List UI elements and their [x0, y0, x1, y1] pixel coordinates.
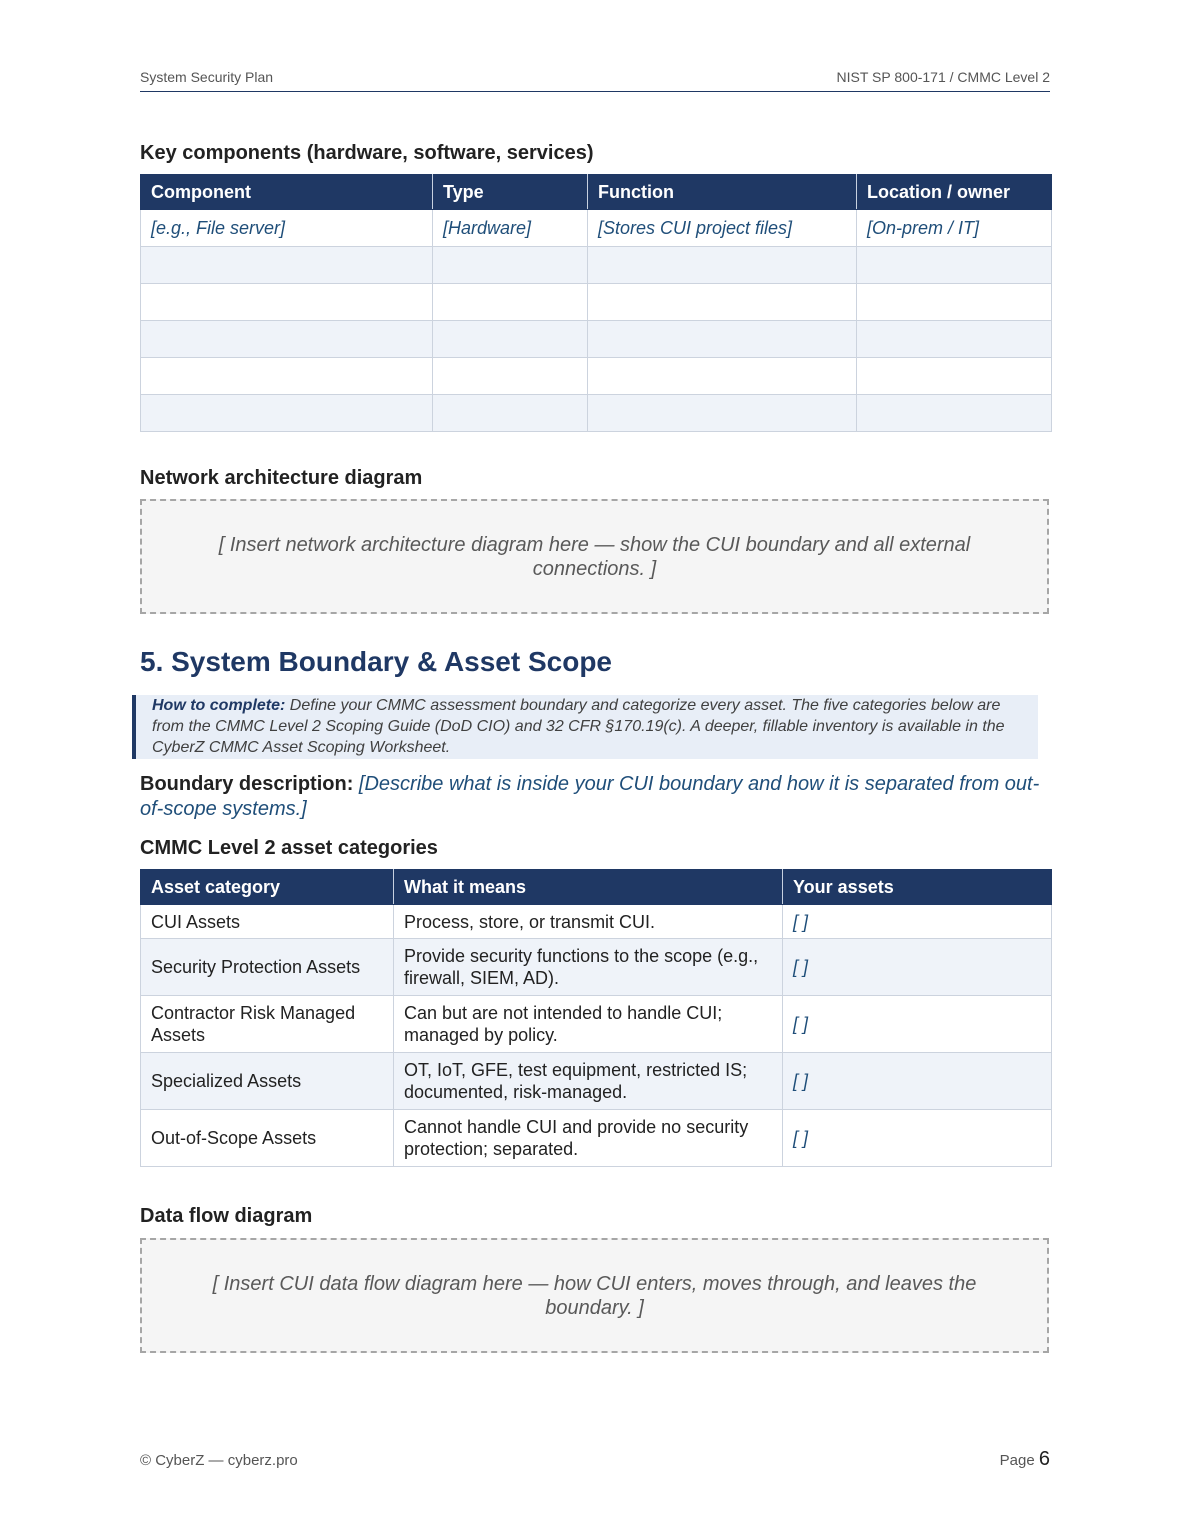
- table-row: [141, 939, 1052, 996]
- empty-cell[interactable]: [433, 321, 588, 358]
- your-assets-cell[interactable]: [ ]: [783, 996, 1052, 1053]
- components-heading: Key components (hardware, software, services): [140, 142, 594, 164]
- empty-cell[interactable]: [141, 321, 433, 358]
- empty-cell[interactable]: [433, 247, 588, 284]
- example-function-cell[interactable]: [Stores CUI project files]: [588, 210, 857, 247]
- example-type-cell[interactable]: [Hardware]: [433, 210, 588, 247]
- asset-meaning-cell: Provide security functions to the scope (e.g., firewall, SIEM, AD).: [394, 939, 783, 996]
- table-row: [141, 1110, 1052, 1167]
- boundary-label: Boundary description:: [140, 773, 354, 795]
- page-header: [140, 68, 1050, 92]
- asset-meaning-cell: Process, store, or transmit CUI.: [394, 905, 783, 939]
- footer-copyright: © CyberZ — cyberz.pro: [140, 1452, 298, 1469]
- table-row: [141, 1053, 1052, 1110]
- table-row: [141, 284, 1052, 321]
- network-placeholder-text: [ Insert network architecture diagram here — show the CUI boundary and all external connections. ]: [218, 533, 971, 580]
- empty-cell[interactable]: [857, 247, 1052, 284]
- page-number: 6: [1038, 1448, 1050, 1470]
- your-assets-cell[interactable]: [ ]: [783, 1053, 1052, 1110]
- network-heading: Network architecture diagram: [140, 467, 423, 489]
- column-header-function: Function: [588, 175, 857, 210]
- asset-meaning-cell: OT, IoT, GFE, test equipment, restricted IS; documented, risk-managed.: [394, 1053, 783, 1110]
- your-assets-cell[interactable]: [ ]: [783, 1110, 1052, 1167]
- asset-categories-table: [140, 869, 1052, 1167]
- column-header-asset-category: Asset category: [141, 870, 394, 905]
- table-row: [141, 395, 1052, 432]
- your-assets-cell[interactable]: [ ]: [783, 905, 1052, 939]
- components-header-row: [141, 175, 1052, 210]
- asset-category-cell: CUI Assets: [141, 905, 394, 939]
- network-diagram-placeholder[interactable]: [140, 499, 1049, 614]
- empty-cell[interactable]: [857, 321, 1052, 358]
- empty-cell[interactable]: [588, 321, 857, 358]
- empty-cell[interactable]: [141, 395, 433, 432]
- asset-categories-heading: CMMC Level 2 asset categories: [140, 837, 438, 859]
- howto-text: Define your CMMC assessment boundary and categorize every asset. The five categories below are from the CMMC Level 2 Scoping Guide (DoD CIO) and 32 CFR §170.19(c). A deeper, fillable inventory is available in the CyberZ CMMC Asset Scoping Worksheet.: [152, 697, 1005, 756]
- header-standard: NIST SP 800-171 / CMMC Level 2: [836, 69, 1050, 85]
- dataflow-heading: Data flow diagram: [140, 1205, 313, 1227]
- table-row: [141, 996, 1052, 1053]
- empty-cell[interactable]: [433, 358, 588, 395]
- your-assets-cell[interactable]: [ ]: [783, 939, 1052, 996]
- column-header-type: Type: [433, 175, 588, 210]
- dataflow-placeholder-text: [ Insert CUI data flow diagram here — how CUI enters, moves through, and leaves the boundary. ]: [212, 1272, 977, 1319]
- column-header-meaning: What it means: [394, 870, 783, 905]
- header-doc-title: System Security Plan: [140, 69, 274, 85]
- assets-header-row: [141, 870, 1052, 905]
- column-header-location: Location / owner: [857, 175, 1052, 210]
- column-header-your-assets: Your assets: [783, 870, 1052, 905]
- table-row: [141, 358, 1052, 395]
- empty-cell[interactable]: [857, 284, 1052, 321]
- section-title: 5. System Boundary & Asset Scope: [140, 646, 613, 677]
- table-row: [141, 210, 1052, 247]
- example-location-cell[interactable]: [On-prem / IT]: [857, 210, 1052, 247]
- asset-category-cell: Specialized Assets: [141, 1053, 394, 1110]
- empty-cell[interactable]: [588, 358, 857, 395]
- table-row: [141, 247, 1052, 284]
- empty-cell[interactable]: [141, 358, 433, 395]
- components-table: [140, 174, 1052, 432]
- empty-cell[interactable]: [588, 284, 857, 321]
- empty-cell[interactable]: [141, 247, 433, 284]
- page-label: Page: [999, 1452, 1035, 1469]
- asset-category-cell: Security Protection Assets: [141, 939, 394, 996]
- empty-cell[interactable]: [141, 284, 433, 321]
- table-row: [141, 321, 1052, 358]
- footer-page-number: [1000, 1448, 1050, 1471]
- empty-cell[interactable]: [588, 395, 857, 432]
- empty-cell[interactable]: [588, 247, 857, 284]
- asset-meaning-cell: Can but are not intended to handle CUI; managed by policy.: [394, 996, 783, 1053]
- column-header-component: Component: [141, 175, 433, 210]
- boundary-description: [140, 772, 1040, 822]
- empty-cell[interactable]: [433, 395, 588, 432]
- dataflow-diagram-placeholder[interactable]: [140, 1238, 1049, 1353]
- how-to-complete-callout: [132, 695, 1038, 759]
- boundary-placeholder[interactable]: [Describe what is inside your CUI boundary and how it is separated from out-of-scope systems.]: [140, 773, 1040, 820]
- table-row: [141, 905, 1052, 939]
- example-component-cell[interactable]: [e.g., File server]: [141, 210, 433, 247]
- empty-cell[interactable]: [857, 358, 1052, 395]
- asset-category-cell: Contractor Risk Managed Assets: [141, 996, 394, 1053]
- empty-cell[interactable]: [433, 284, 588, 321]
- asset-category-cell: Out-of-Scope Assets: [141, 1110, 394, 1167]
- asset-meaning-cell: Cannot handle CUI and provide no security protection; separated.: [394, 1110, 783, 1167]
- empty-cell[interactable]: [857, 395, 1052, 432]
- howto-label: How to complete:: [152, 697, 286, 714]
